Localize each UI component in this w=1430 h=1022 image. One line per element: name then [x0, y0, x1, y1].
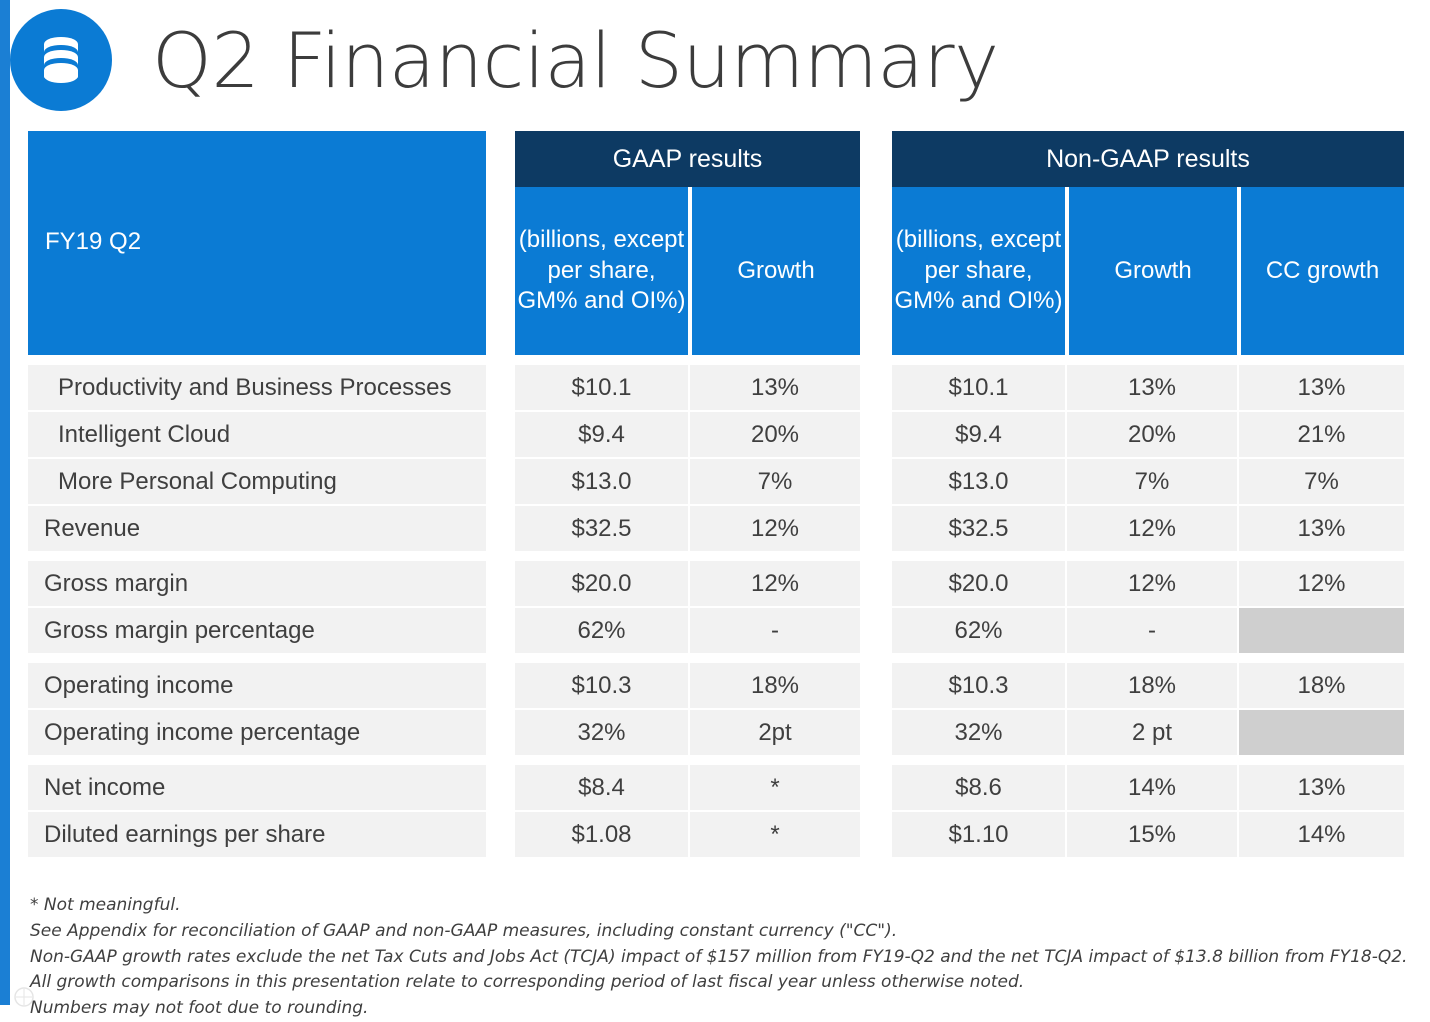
title-row — [10, 8, 999, 112]
table-row — [28, 710, 1404, 755]
cell-nongaap-growth: 12% — [1067, 506, 1237, 551]
cell-nongaap-growth: 15% — [1067, 812, 1237, 857]
row-label: Diluted earnings per share — [28, 812, 486, 857]
cell-nongaap-growth: 7% — [1067, 459, 1237, 504]
cell-nongaap-amount: $8.6 — [892, 765, 1065, 810]
cell-nongaap-cc-growth-empty — [1239, 608, 1404, 653]
table-row — [28, 412, 1404, 457]
cell-nongaap-amount: $32.5 — [892, 506, 1065, 551]
footnote-line: See Appendix for reconciliation of GAAP and non-GAAP measures, including constant currency ("CC"). — [30, 920, 898, 941]
table-block-net-income — [28, 765, 1404, 857]
footnote-line: Non-GAAP growth rates exclude the net Tax Cuts and Jobs Act (TCJA) impact of $157 million from FY19-Q2 and the net TCJA impact of $13.8 billion from FY18-Q2. — [30, 946, 1408, 967]
page-title: Q2 Financial Summary — [152, 15, 999, 105]
table-row — [28, 608, 1404, 653]
cell-gaap-amount: 62% — [515, 608, 688, 653]
cell-nongaap-amount: $9.4 — [892, 412, 1065, 457]
table-row — [28, 365, 1404, 410]
row-label: Operating income — [28, 663, 486, 708]
cell-nongaap-amount: $13.0 — [892, 459, 1065, 504]
corner-watermark — [12, 985, 52, 1009]
row-label: Revenue — [28, 506, 486, 551]
cell-nongaap-cc-growth: 21% — [1239, 412, 1404, 457]
cell-gaap-amount: $32.5 — [515, 506, 688, 551]
row-label: Net income — [28, 765, 486, 810]
cell-nongaap-cc-growth: 13% — [1239, 365, 1404, 410]
cell-nongaap-growth: 13% — [1067, 365, 1237, 410]
table-block-operating-income — [28, 663, 1404, 755]
cell-nongaap-cc-growth-empty — [1239, 710, 1404, 755]
cell-nongaap-growth: - — [1067, 608, 1237, 653]
cell-nongaap-growth: 20% — [1067, 412, 1237, 457]
column-header-gaap-amount: (billions, except per share, GM% and OI%) — [515, 187, 688, 355]
cell-nongaap-growth: 12% — [1067, 561, 1237, 606]
table-block-revenue — [28, 365, 1404, 551]
group-header-gaap: GAAP results — [515, 131, 860, 187]
cell-gaap-amount: $10.1 — [515, 365, 688, 410]
cell-gaap-growth: 2pt — [690, 710, 860, 755]
cell-gaap-growth: 7% — [690, 459, 860, 504]
footnote-line: * Not meaningful. — [30, 895, 181, 915]
cell-nongaap-cc-growth: 13% — [1239, 506, 1404, 551]
cell-nongaap-growth: 14% — [1067, 765, 1237, 810]
column-header-nongaap-growth: Growth — [1067, 187, 1237, 355]
database-icon — [10, 9, 112, 111]
cell-gaap-amount: $8.4 — [515, 765, 688, 810]
column-header-nongaap-cc-growth: CC growth — [1239, 187, 1404, 355]
cell-nongaap-cc-growth: 13% — [1239, 765, 1404, 810]
cell-gaap-amount: $9.4 — [515, 412, 688, 457]
column-header-gaap-growth: Growth — [690, 187, 860, 355]
cell-gaap-growth: 13% — [690, 365, 860, 410]
cell-gaap-amount: $10.3 — [515, 663, 688, 708]
cell-nongaap-amount: 32% — [892, 710, 1065, 755]
corner-label: FY19 Q2 — [28, 131, 486, 355]
cell-nongaap-cc-growth: 18% — [1239, 663, 1404, 708]
table-header — [28, 131, 1404, 355]
footnote-line: Numbers may not foot due to rounding. — [30, 998, 369, 1019]
cell-nongaap-amount: $10.1 — [892, 365, 1065, 410]
footnotes — [30, 893, 1410, 1022]
cell-gaap-amount: $20.0 — [515, 561, 688, 606]
left-accent-bar — [0, 0, 10, 1005]
table-block-gross-margin — [28, 561, 1404, 653]
table-row — [28, 459, 1404, 504]
cell-gaap-amount: $1.08 — [515, 812, 688, 857]
group-header-non-gaap: Non-GAAP results — [892, 131, 1404, 187]
cell-nongaap-amount: $10.3 — [892, 663, 1065, 708]
cell-nongaap-cc-growth: 7% — [1239, 459, 1404, 504]
row-label: Productivity and Business Processes — [28, 365, 486, 410]
cell-nongaap-cc-growth: 14% — [1239, 812, 1404, 857]
table-row — [28, 561, 1404, 606]
column-header-nongaap-amount: (billions, except per share, GM% and OI%) — [892, 187, 1065, 355]
cell-nongaap-cc-growth: 12% — [1239, 561, 1404, 606]
cell-nongaap-amount: 62% — [892, 608, 1065, 653]
cell-gaap-growth: - — [690, 608, 860, 653]
table-row — [28, 812, 1404, 857]
cell-gaap-growth: 18% — [690, 663, 860, 708]
cell-gaap-amount: $13.0 — [515, 459, 688, 504]
cell-nongaap-growth: 2 pt — [1067, 710, 1237, 755]
row-label: More Personal Computing — [28, 459, 486, 504]
cell-gaap-growth: 12% — [690, 506, 860, 551]
table-row — [28, 506, 1404, 551]
table-row — [28, 765, 1404, 810]
cell-gaap-growth: 20% — [690, 412, 860, 457]
footnote-line: All growth comparisons in this presentation relate to corresponding period of last fiscal year unless otherwise noted. — [30, 972, 1025, 993]
cell-nongaap-amount: $1.10 — [892, 812, 1065, 857]
cell-gaap-growth: * — [690, 812, 860, 857]
row-label: Intelligent Cloud — [28, 412, 486, 457]
row-label: Gross margin — [28, 561, 486, 606]
cell-gaap-amount: 32% — [515, 710, 688, 755]
cell-gaap-growth: 12% — [690, 561, 860, 606]
financial-summary-table — [28, 131, 1404, 857]
cell-gaap-growth: * — [690, 765, 860, 810]
cell-nongaap-growth: 18% — [1067, 663, 1237, 708]
cell-nongaap-amount: $20.0 — [892, 561, 1065, 606]
row-label: Operating income percentage — [28, 710, 486, 755]
table-row — [28, 663, 1404, 708]
row-label: Gross margin percentage — [28, 608, 486, 653]
